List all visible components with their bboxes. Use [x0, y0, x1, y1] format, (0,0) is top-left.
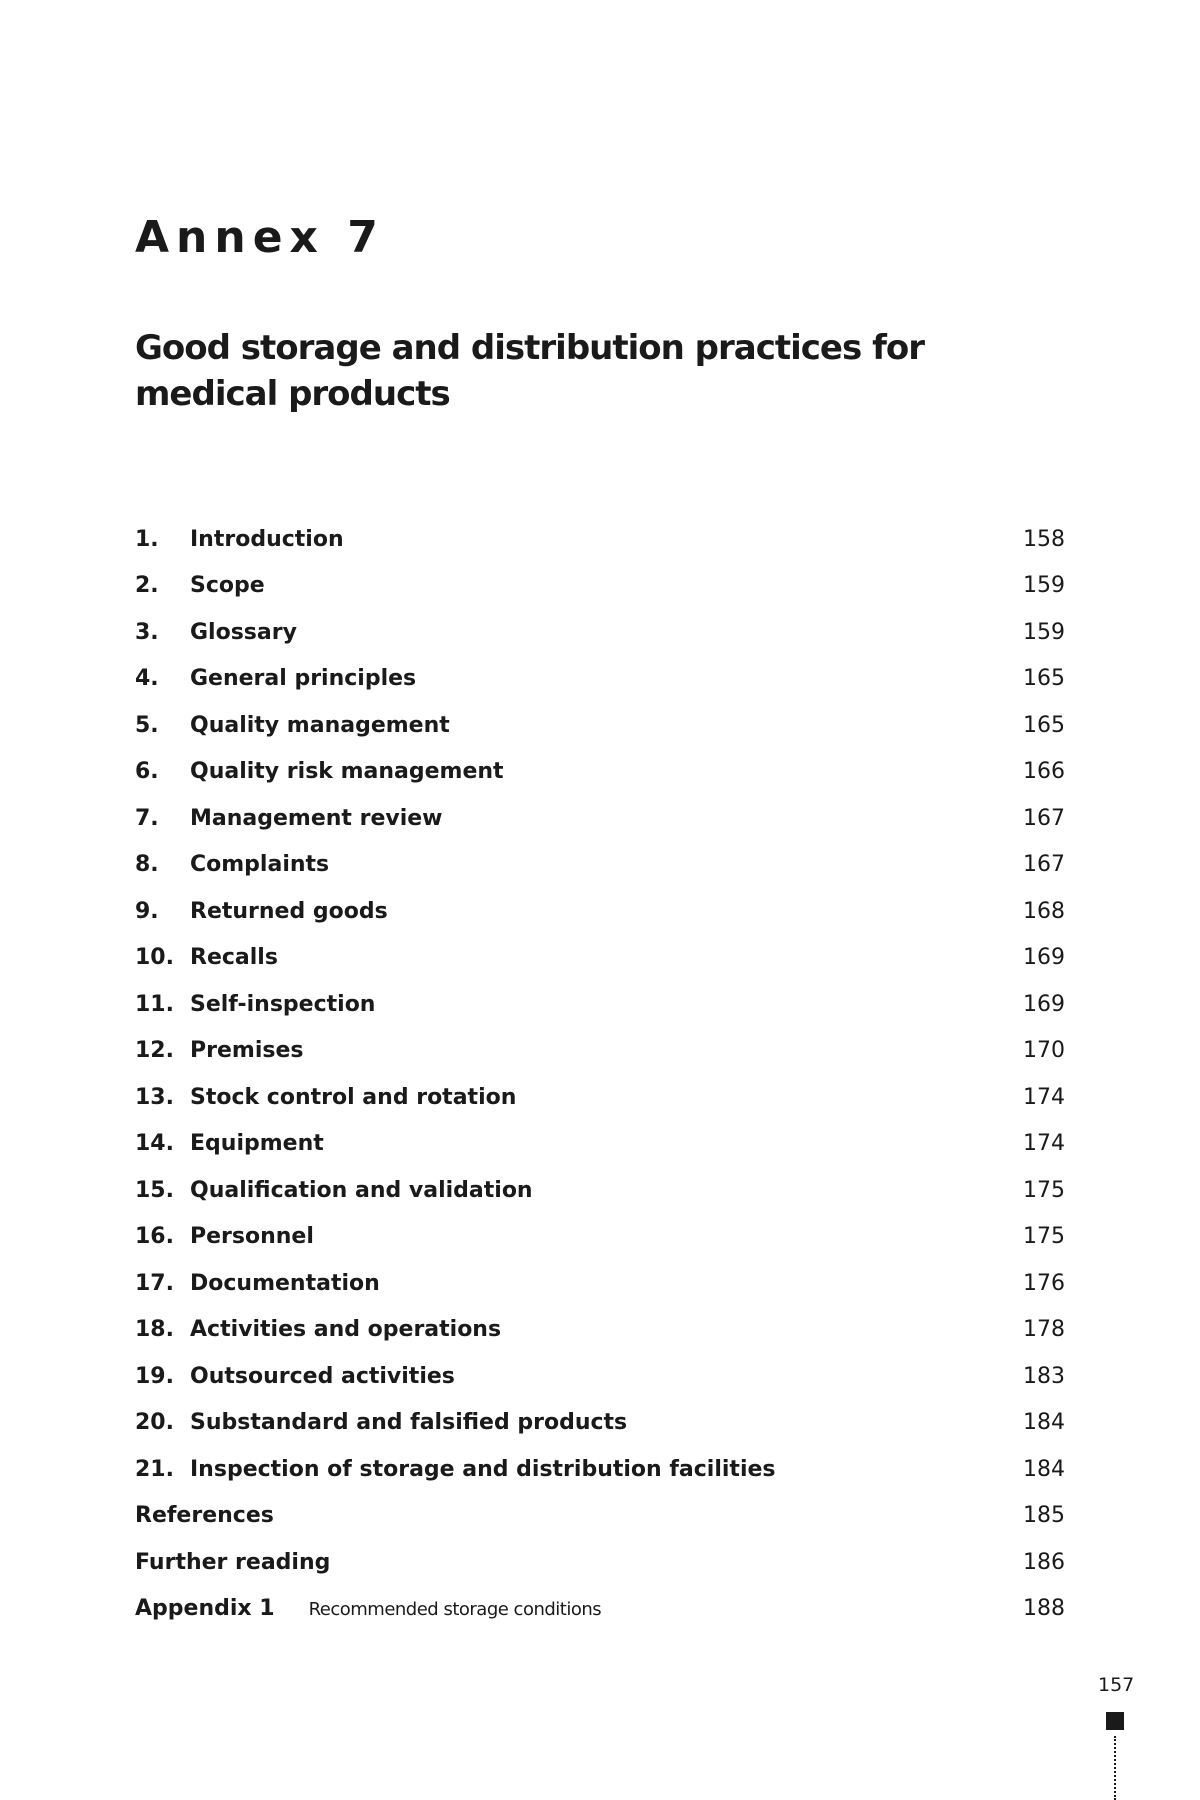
toc-entry-5[interactable] — [135, 702, 1065, 749]
toc-number: 20. — [135, 1410, 174, 1436]
toc-number: 4. — [135, 666, 159, 692]
toc-entry-3[interactable] — [135, 609, 1065, 656]
toc-page: 169 — [1023, 945, 1065, 971]
toc-entry-9[interactable] — [135, 888, 1065, 935]
toc-entry-appendix-1[interactable] — [135, 1586, 1065, 1633]
toc-number: 21. — [135, 1456, 174, 1482]
toc-number: 7. — [135, 805, 159, 831]
toc-label: Introduction — [190, 526, 344, 552]
toc-page: 176 — [1023, 1270, 1065, 1296]
toc-label: References — [135, 1503, 274, 1529]
toc-page: 184 — [1023, 1456, 1065, 1482]
toc-page: 158 — [1023, 526, 1065, 552]
toc-label: Quality risk management — [190, 759, 504, 785]
toc-page: 168 — [1023, 898, 1065, 924]
toc-number: 15. — [135, 1177, 174, 1203]
toc-page: 159 — [1023, 619, 1065, 645]
toc-page: 185 — [1023, 1503, 1065, 1529]
toc-entry-4[interactable] — [135, 656, 1065, 703]
toc-page: 178 — [1023, 1317, 1065, 1343]
toc-page: 166 — [1023, 759, 1065, 785]
toc-entry-2[interactable] — [135, 563, 1065, 610]
toc-label: Outsourced activities — [190, 1363, 455, 1389]
toc-label: Inspection of storage and distribution facilities — [190, 1456, 776, 1482]
toc-label: Complaints — [190, 852, 330, 878]
toc-label: Glossary — [190, 619, 297, 645]
toc-page: 183 — [1023, 1363, 1065, 1389]
toc-page: 184 — [1023, 1410, 1065, 1436]
toc-number: 9. — [135, 898, 159, 924]
toc-page: 167 — [1023, 805, 1065, 831]
toc-entry-19[interactable] — [135, 1353, 1065, 1400]
toc-page: 175 — [1023, 1224, 1065, 1250]
toc-label: Substandard and falsified products — [190, 1410, 628, 1436]
toc-number: 12. — [135, 1038, 174, 1064]
toc-entry-12[interactable] — [135, 1028, 1065, 1075]
toc-label: Further reading — [135, 1549, 331, 1575]
toc-page: 159 — [1023, 573, 1065, 599]
toc-label: Stock control and rotation — [190, 1084, 517, 1110]
toc-label: Activities and operations — [190, 1317, 502, 1343]
toc-label: General principles — [190, 666, 417, 692]
toc-page: 174 — [1023, 1131, 1065, 1157]
toc-entry-7[interactable] — [135, 795, 1065, 842]
toc-entry-13[interactable] — [135, 1074, 1065, 1121]
toc-number: 19. — [135, 1363, 174, 1389]
toc-entry-17[interactable] — [135, 1260, 1065, 1307]
toc-entry-20[interactable] — [135, 1400, 1065, 1447]
toc-number: 10. — [135, 945, 174, 971]
annex-heading: Annex 7 — [135, 212, 385, 263]
thumb-tab-marker — [1106, 1712, 1124, 1730]
toc-entry-8[interactable] — [135, 842, 1065, 889]
document-title: Good storage and distribution practices for medical products — [135, 328, 924, 414]
toc-number: 8. — [135, 852, 159, 878]
toc-page: 174 — [1023, 1084, 1065, 1110]
toc-label: Personnel — [190, 1224, 314, 1250]
toc-entry-6[interactable] — [135, 749, 1065, 796]
toc-entry-21[interactable] — [135, 1446, 1065, 1493]
toc-entry-18[interactable] — [135, 1307, 1065, 1354]
toc-label: Recalls — [190, 945, 278, 971]
thumb-tab-dotted-line — [1114, 1736, 1116, 1800]
toc-entry-15[interactable] — [135, 1167, 1065, 1214]
toc-number: 6. — [135, 759, 159, 785]
toc-label: Self-inspection — [190, 991, 376, 1017]
toc-label: Management review — [190, 805, 443, 831]
toc-number: 14. — [135, 1131, 174, 1157]
toc-entry-14[interactable] — [135, 1121, 1065, 1168]
toc-number: 11. — [135, 991, 174, 1017]
toc-entry-10[interactable] — [135, 935, 1065, 982]
toc-entry-1[interactable] — [135, 516, 1065, 563]
toc-page: 165 — [1023, 712, 1065, 738]
toc-label: Premises — [190, 1038, 304, 1064]
toc-number: 18. — [135, 1317, 174, 1343]
page-number: 157 — [1098, 1674, 1135, 1696]
toc-page: 170 — [1023, 1038, 1065, 1064]
toc-label: Scope — [190, 573, 265, 599]
toc-label: Returned goods — [190, 898, 388, 924]
toc-page: 186 — [1023, 1549, 1065, 1575]
toc-number: 16. — [135, 1224, 174, 1250]
toc-entry-references[interactable] — [135, 1493, 1065, 1540]
toc-label: Documentation — [190, 1270, 380, 1296]
toc-entry-16[interactable] — [135, 1214, 1065, 1261]
toc-entry-11[interactable] — [135, 981, 1065, 1028]
toc-number: 5. — [135, 712, 159, 738]
toc-page: 188 — [1023, 1596, 1065, 1622]
toc-page: 175 — [1023, 1177, 1065, 1203]
toc-number: 13. — [135, 1084, 174, 1110]
toc-number: 2. — [135, 573, 159, 599]
table-of-contents — [135, 516, 1065, 1632]
toc-label: Quality management — [190, 712, 450, 738]
toc-entry-further-reading[interactable] — [135, 1539, 1065, 1586]
appendix-subtitle: Recommended storage conditions — [308, 1599, 602, 1621]
toc-page: 165 — [1023, 666, 1065, 692]
toc-label: Qualification and validation — [190, 1177, 533, 1203]
toc-label: Equipment — [190, 1131, 324, 1157]
toc-label — [135, 1596, 1065, 1621]
toc-page: 169 — [1023, 991, 1065, 1017]
appendix-label: Appendix 1 — [135, 1596, 275, 1622]
toc-page: 167 — [1023, 852, 1065, 878]
toc-number: 1. — [135, 526, 159, 552]
toc-number: 3. — [135, 619, 159, 645]
toc-number: 17. — [135, 1270, 174, 1296]
